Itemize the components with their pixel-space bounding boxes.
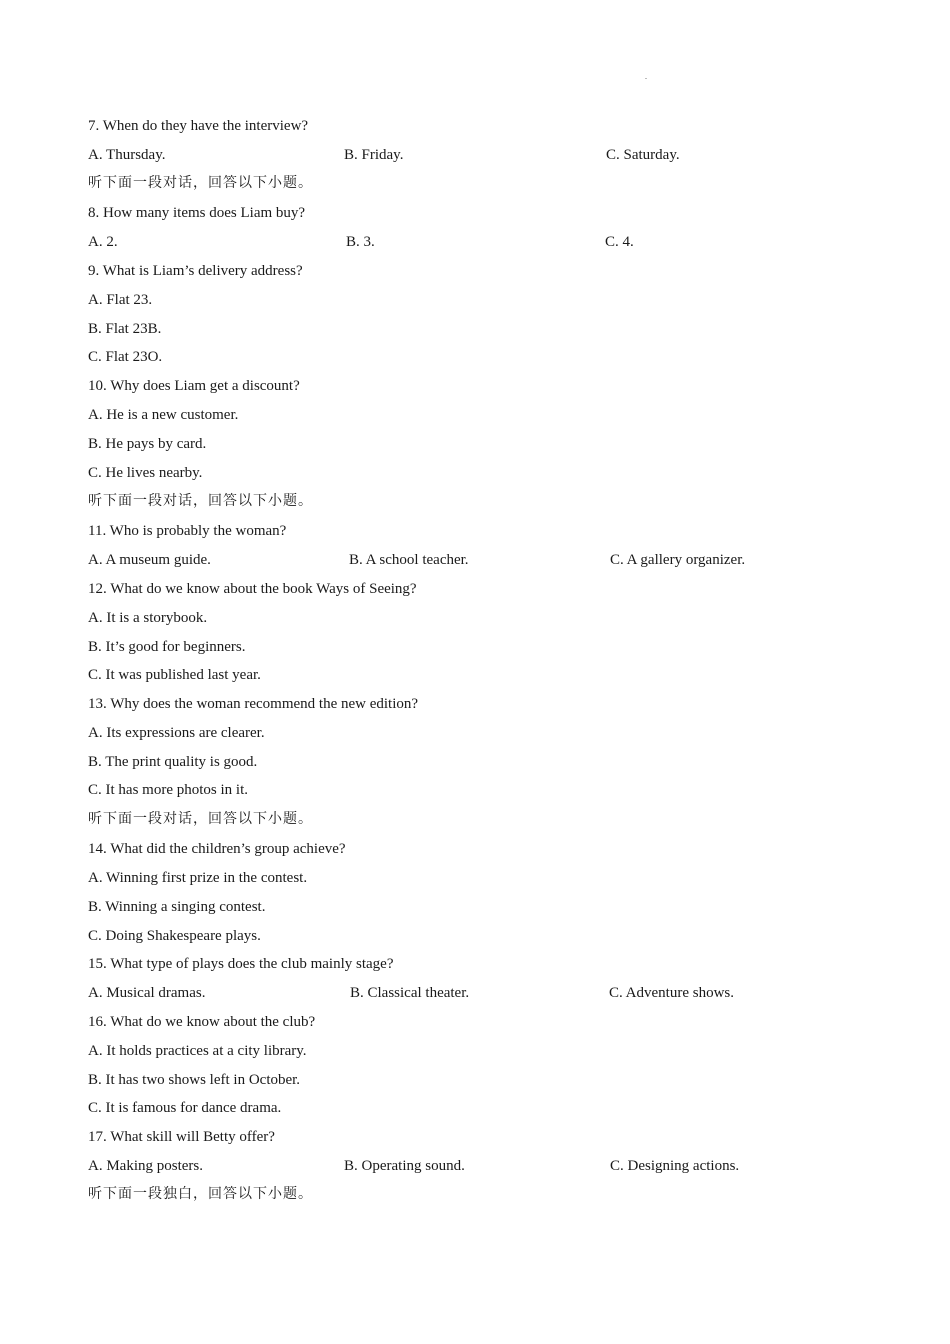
option-10b: B. He pays by card. [88,436,207,452]
question-17: 17. What skill will Betty offer? [88,1129,275,1145]
option-8c: C. 4. [605,234,634,250]
option-15c: C. Adventure shows. [609,985,734,1001]
question-9: 9. What is Liam’s delivery address? [88,263,303,279]
option-14b: B. Winning a singing contest. [88,899,266,915]
option-12c: C. It was published last year. [88,667,261,683]
question-14: 14. What did the children’s group achieve? [88,841,346,857]
option-15a: A. Musical dramas. [88,985,206,1001]
option-11a: A. A museum guide. [88,552,211,568]
option-12a: A. It is a storybook. [88,610,208,626]
section-instruction: 听下面一段对话，回答以下小题。 [88,493,313,509]
option-10a: A. He is a new customer. [88,407,239,423]
option-17c: C. Designing actions. [610,1158,740,1174]
option-8b: B. 3. [346,234,375,250]
option-15b: B. Classical theater. [350,985,470,1001]
option-7b: B. Friday. [344,147,404,163]
option-9c: C. Flat 23O. [88,349,163,365]
option-10c: C. He lives nearby. [88,465,203,481]
option-8a: A. 2. [88,234,118,250]
scan-mark [645,78,647,79]
option-13c: C. It has more photos in it. [88,782,248,798]
option-11c: C. A gallery organizer. [610,552,746,568]
question-7: 7. When do they have the interview? [88,118,309,134]
option-13b: B. The print quality is good. [88,754,258,770]
option-14a: A. Winning first prize in the contest. [88,870,308,886]
section-instruction: 听下面一段对话，回答以下小题。 [88,175,313,191]
question-13: 13. Why does the woman recommend the new edition? [88,696,419,712]
option-16a: A. It holds practices at a city library. [88,1043,307,1059]
question-15: 15. What type of plays does the club mainly stage? [88,956,394,972]
option-17a: A. Making posters. [88,1158,203,1174]
option-11b: B. A school teacher. [349,552,469,568]
question-11: 11. Who is probably the woman? [88,523,287,539]
option-16c: C. It is famous for dance drama. [88,1100,282,1116]
option-9a: A. Flat 23. [88,292,153,308]
section-instruction: 听下面一段独白，回答以下小题。 [88,1186,313,1202]
section-instruction: 听下面一段对话，回答以下小题。 [88,811,313,827]
question-8: 8. How many items does Liam buy? [88,205,306,221]
option-17b: B. Operating sound. [344,1158,465,1174]
question-16: 16. What do we know about the club? [88,1014,316,1030]
option-16b: B. It has two shows left in October. [88,1072,301,1088]
option-12b: B. It’s good for beginners. [88,639,246,655]
question-12: 12. What do we know about the book Ways of Seeing? [88,581,417,597]
option-13a: A. Its expressions are clearer. [88,725,265,741]
option-9b: B. Flat 23B. [88,321,162,337]
option-7a: A. Thursday. [88,147,166,163]
option-7c: C. Saturday. [606,147,680,163]
option-14c: C. Doing Shakespeare plays. [88,928,261,944]
question-10: 10. Why does Liam get a discount? [88,378,300,394]
